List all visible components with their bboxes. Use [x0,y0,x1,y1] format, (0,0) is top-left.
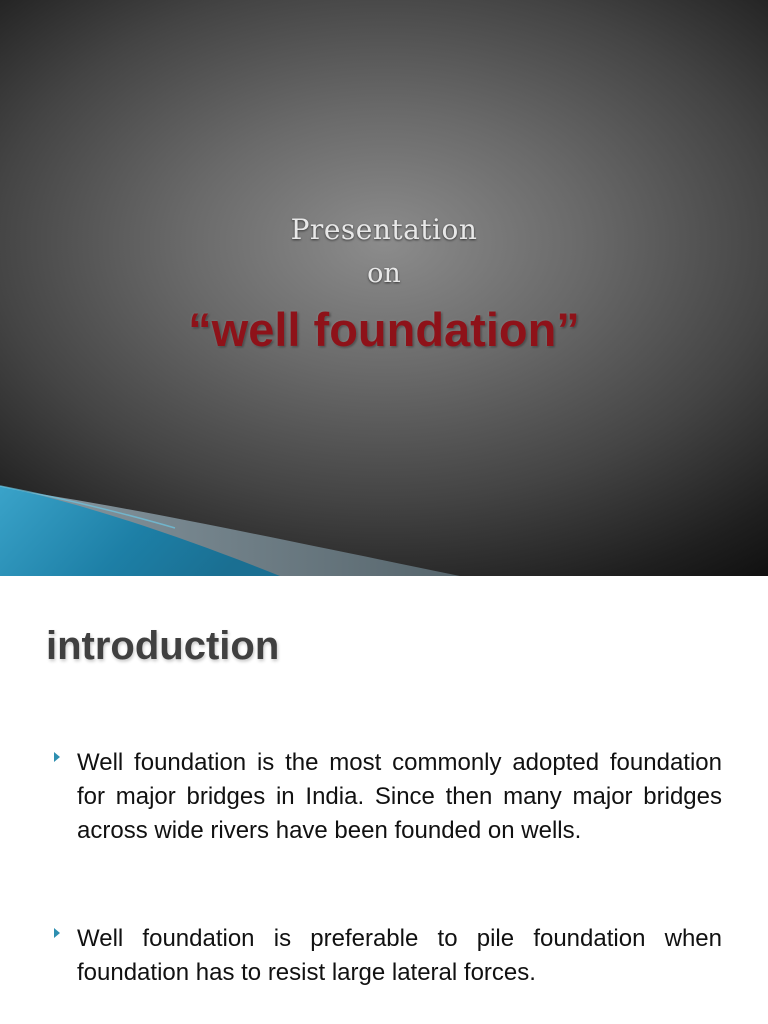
slide-heading: introduction [46,624,280,668]
bullet-item-1 [54,746,722,848]
bullet-arrow-icon [54,752,60,762]
title-line-on: on [367,258,401,289]
bullet-arrow-icon [54,928,60,938]
bullet-item-2 [54,922,722,990]
bullet-text: Well foundation is the most commonly adopted foundation for major bridges in India. Since then many major bridges across wide rivers have been founded on wells. [77,749,722,844]
presentation-title: “well foundation” [188,303,580,356]
introduction-slide [0,576,768,1024]
bullet-text: Well foundation is preferable to pile foundation when foundation has to resist large lateral forces. [77,925,722,986]
title-line-presentation: Presentation [290,213,478,246]
